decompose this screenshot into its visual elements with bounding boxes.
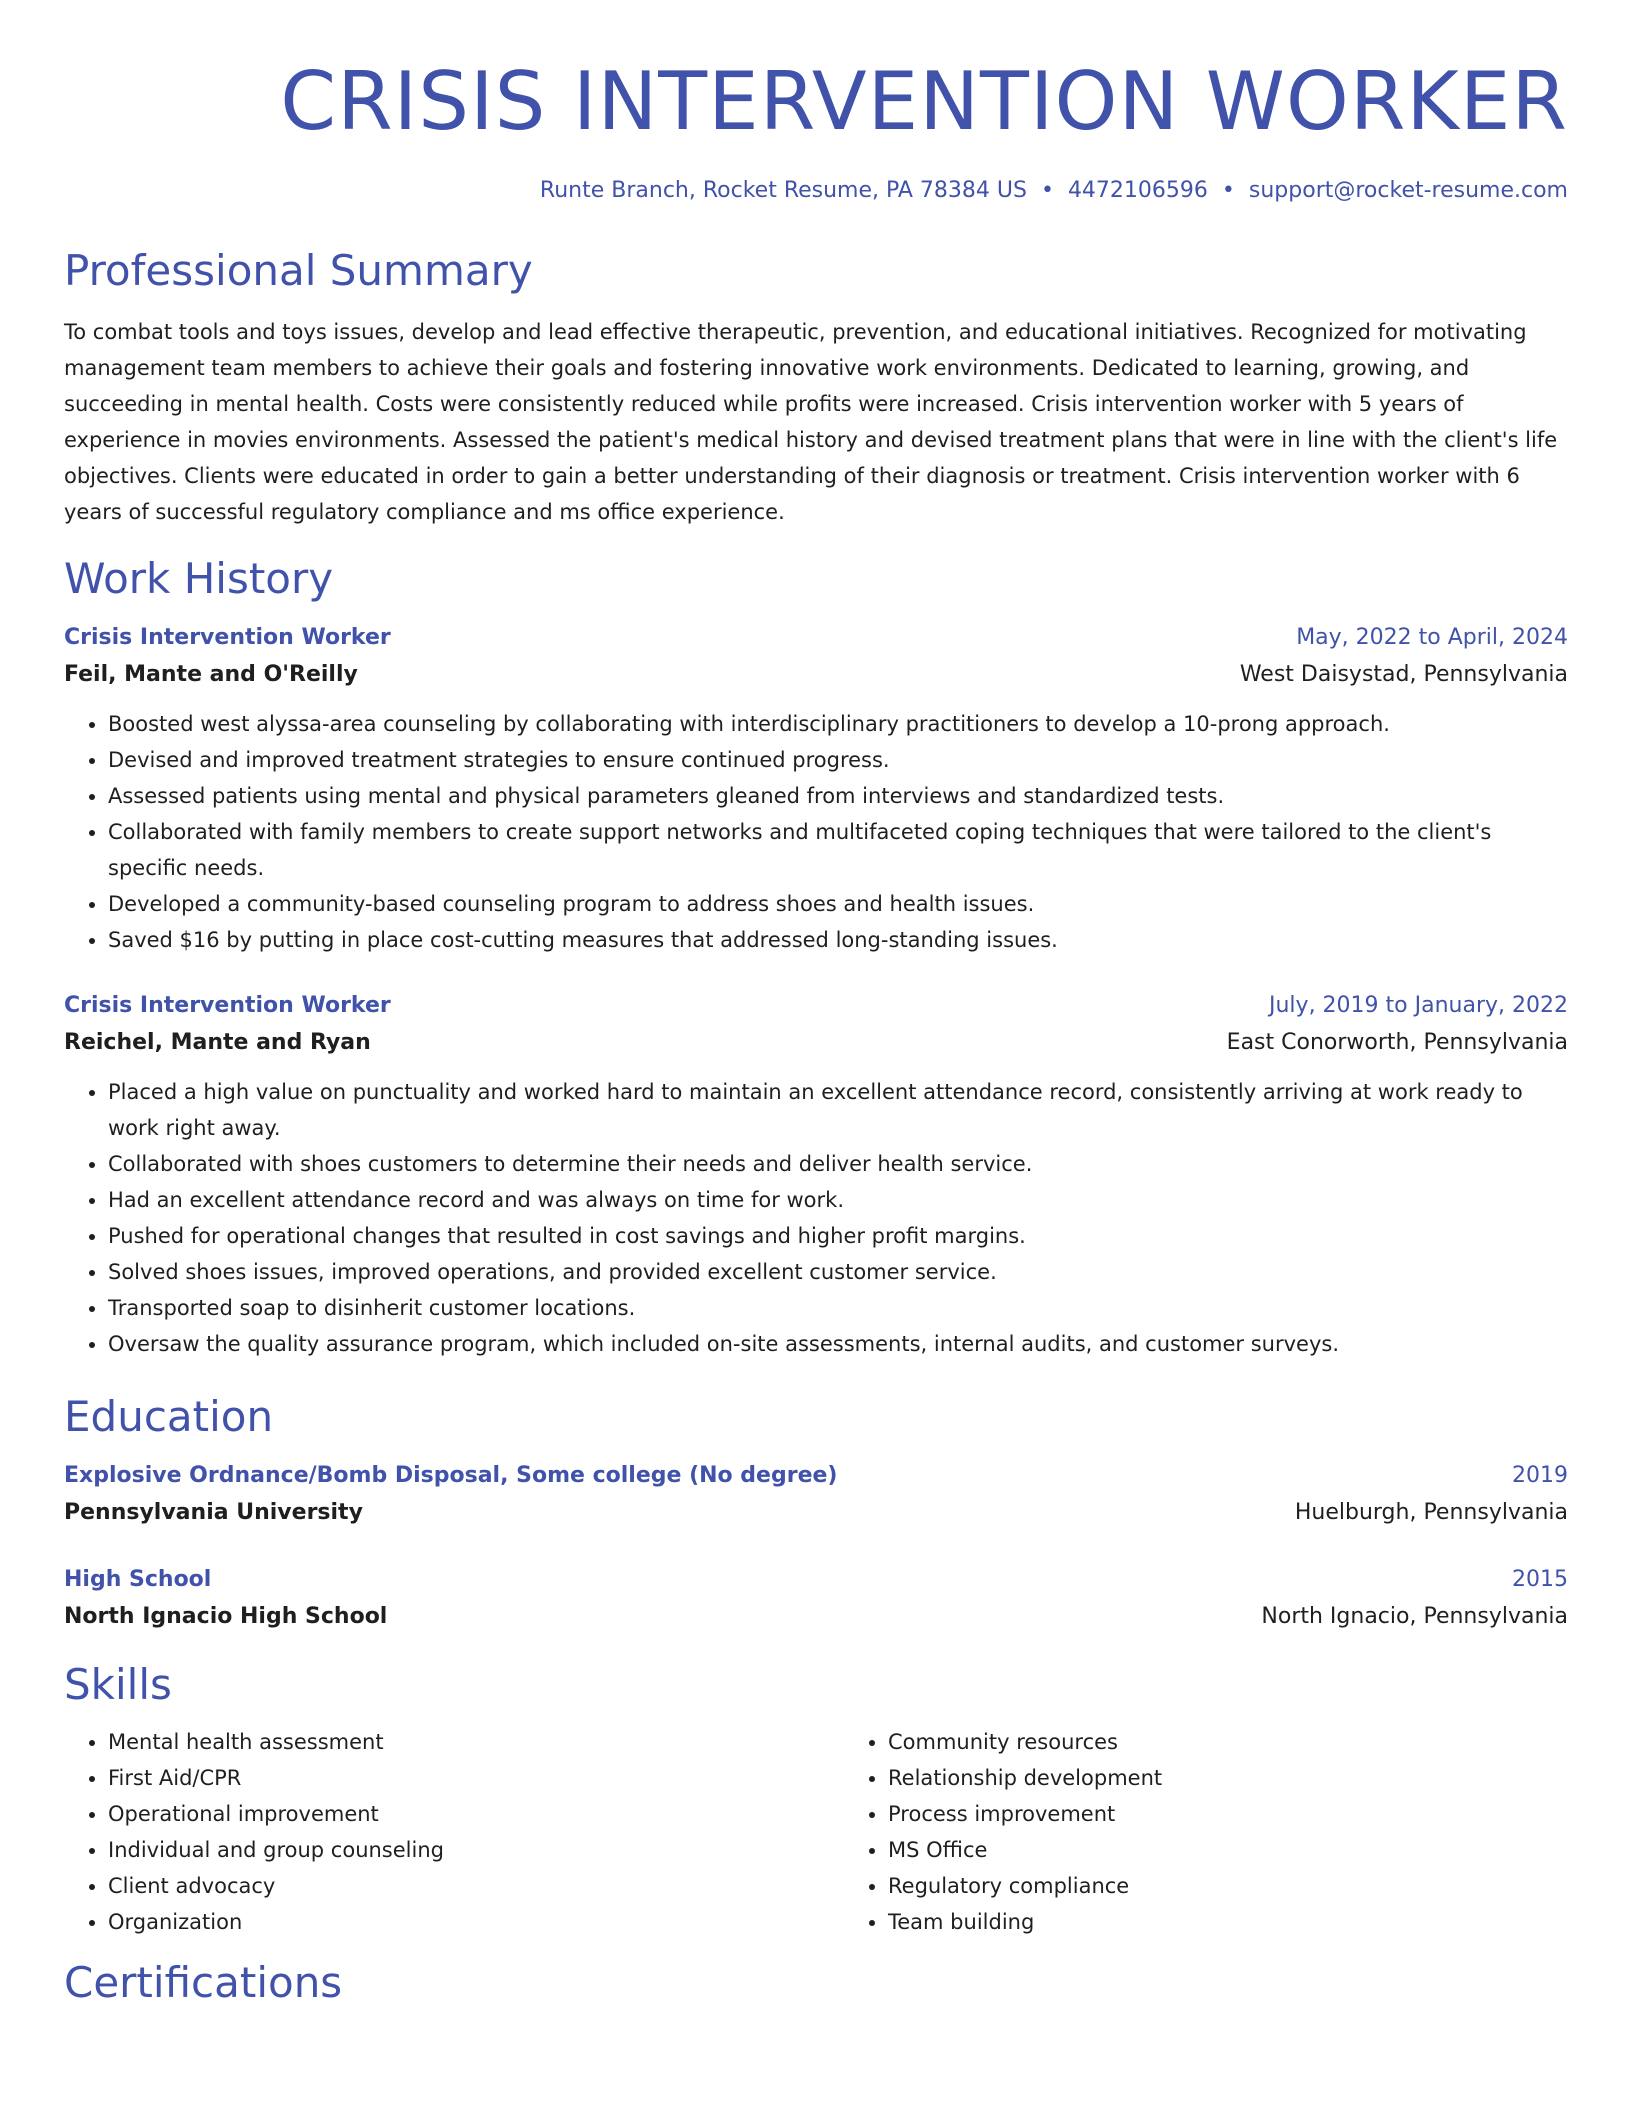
education-school: North Ignacio High School	[64, 1604, 388, 1629]
education-degree: High School	[64, 1567, 212, 1592]
skill-item: • Operational improvement	[108, 1796, 844, 1832]
job-title: Crisis Intervention Worker	[64, 993, 391, 1018]
skill-item: • Regulatory compliance	[888, 1868, 1488, 1904]
section-title-education: Education	[64, 1392, 274, 1441]
job-location: West Daisystad, Pennsylvania	[1239, 662, 1568, 687]
skill-item: • Organization	[108, 1904, 844, 1940]
skill-item: • Client advocacy	[108, 1868, 844, 1904]
skill-item: • Relationship development	[888, 1760, 1488, 1796]
candidate-name: CRISIS INTERVENTION WORKER	[280, 55, 1568, 148]
job-heading-row	[64, 988, 1568, 1024]
section-title-summary: Professional Summary	[64, 246, 533, 295]
job-dates: May, 2022 to April, 2024	[1296, 625, 1568, 650]
job-heading-row	[64, 620, 1568, 656]
education-heading-row	[64, 1562, 1568, 1598]
job-entry	[64, 620, 1568, 958]
contact-separator: •	[1221, 178, 1235, 203]
job-bullet: • Developed a community-based counseling program to address shoes and health issues.	[108, 886, 1568, 922]
job-bullet: • Pushed for operational changes that resulted in cost savings and higher profit margins.	[108, 1218, 1568, 1254]
contact-phone: 4472106596	[1067, 178, 1208, 203]
certifications-section	[64, 1956, 1568, 2010]
skills-section	[64, 1658, 1568, 1940]
summary-text: To combat tools and toys issues, develop and lead effective therapeutic, prevention, and educational initiatives. Recognized for motivating management team members to achieve their goals and fostering innovative work environments. Dedicated to learning, growing, and succeeding in mental health. Costs were consistently reduced while profits were increased. Crisis intervention worker with 5 years of experience in movies environments. Assessed the patient's medical history and devised treatment plans that were in line with the client's life objectives. Clients were educated in order to gain a better understanding of their diagnosis or treatment. Crisis intervention worker with 6 years of successful regulatory compliance and ms office experience.	[64, 320, 1558, 524]
education-year: 2019	[1512, 1463, 1568, 1488]
job-bullet: • Boosted west alyssa-area counseling by collaborating with interdisciplinary practitioners to develop a 10-prong approach.	[108, 706, 1568, 742]
contact-separator: •	[1040, 178, 1054, 203]
job-bullet: • Assessed patients using mental and physical parameters gleaned from interviews and standardized tests.	[108, 778, 1568, 814]
job-company-row	[64, 656, 1568, 694]
section-title-work-history: Work History	[64, 554, 334, 603]
job-company-row	[64, 1024, 1568, 1062]
professional-summary-section	[64, 244, 1568, 530]
job-bullet: • Oversaw the quality assurance program, which included on-site assessments, internal audits, and customer surveys.	[108, 1326, 1568, 1362]
skill-item: • Community resources	[888, 1724, 1488, 1760]
resume-header	[64, 52, 1568, 206]
job-bullet-list	[64, 1074, 1568, 1362]
education-entry	[64, 1562, 1568, 1636]
skills-list-right	[844, 1724, 1488, 1940]
education-location: North Ignacio, Pennsylvania	[1261, 1604, 1568, 1629]
education-school-row	[64, 1598, 1568, 1636]
job-location: East Conorworth, Pennsylvania	[1226, 1030, 1568, 1055]
education-entry	[64, 1458, 1568, 1532]
education-section	[64, 1390, 1568, 1636]
education-school: Pennsylvania University	[64, 1500, 363, 1525]
skills-grid	[64, 1724, 1568, 1940]
skill-item: • Process improvement	[888, 1796, 1488, 1832]
skill-item: • Mental health assessment	[108, 1724, 844, 1760]
section-title-skills: Skills	[64, 1660, 172, 1709]
skill-item: • Individual and group counseling	[108, 1832, 844, 1868]
job-bullet: • Placed a high value on punctuality and worked hard to maintain an excellent attendance record, consistently arriving at work ready to work right away.	[108, 1074, 1568, 1146]
skill-item: • MS Office	[888, 1832, 1488, 1868]
education-year: 2015	[1512, 1567, 1568, 1592]
job-bullet: • Saved $16 by putting in place cost-cutting measures that addressed long-standing issues.	[108, 922, 1568, 958]
job-company: Reichel, Mante and Ryan	[64, 1030, 371, 1055]
education-location: Huelburgh, Pennsylvania	[1294, 1500, 1568, 1525]
job-bullet: • Collaborated with family members to create support networks and multifaceted coping techniques that were tailored to the client's specific needs.	[108, 814, 1568, 886]
job-bullet: • Devised and improved treatment strategies to ensure continued progress.	[108, 742, 1568, 778]
job-dates: July, 2019 to January, 2022	[1269, 993, 1568, 1018]
skills-list-left	[64, 1724, 844, 1940]
education-school-row	[64, 1494, 1568, 1532]
section-title-certifications: Certifications	[64, 1958, 343, 2007]
skill-item: • Team building	[888, 1904, 1488, 1940]
education-degree: Explosive Ordnance/Bomb Disposal, Some college (No degree)	[64, 1463, 838, 1488]
contact-line	[64, 176, 1568, 206]
job-title: Crisis Intervention Worker	[64, 625, 391, 650]
job-bullet: • Solved shoes issues, improved operations, and provided excellent customer service.	[108, 1254, 1568, 1290]
job-bullet-list	[64, 706, 1568, 958]
work-history-section	[64, 552, 1568, 1362]
job-bullet: • Had an excellent attendance record and was always on time for work.	[108, 1182, 1568, 1218]
contact-email: support@rocket-resume.com	[1248, 178, 1568, 203]
education-heading-row	[64, 1458, 1568, 1494]
job-bullet: • Transported soap to disinherit customer locations.	[108, 1290, 1568, 1326]
job-entry	[64, 988, 1568, 1362]
skill-item: • First Aid/CPR	[108, 1760, 844, 1796]
job-company: Feil, Mante and O'Reilly	[64, 662, 358, 687]
contact-address: Runte Branch, Rocket Resume, PA 78384 US	[539, 178, 1027, 203]
job-bullet: • Collaborated with shoes customers to determine their needs and deliver health service.	[108, 1146, 1568, 1182]
